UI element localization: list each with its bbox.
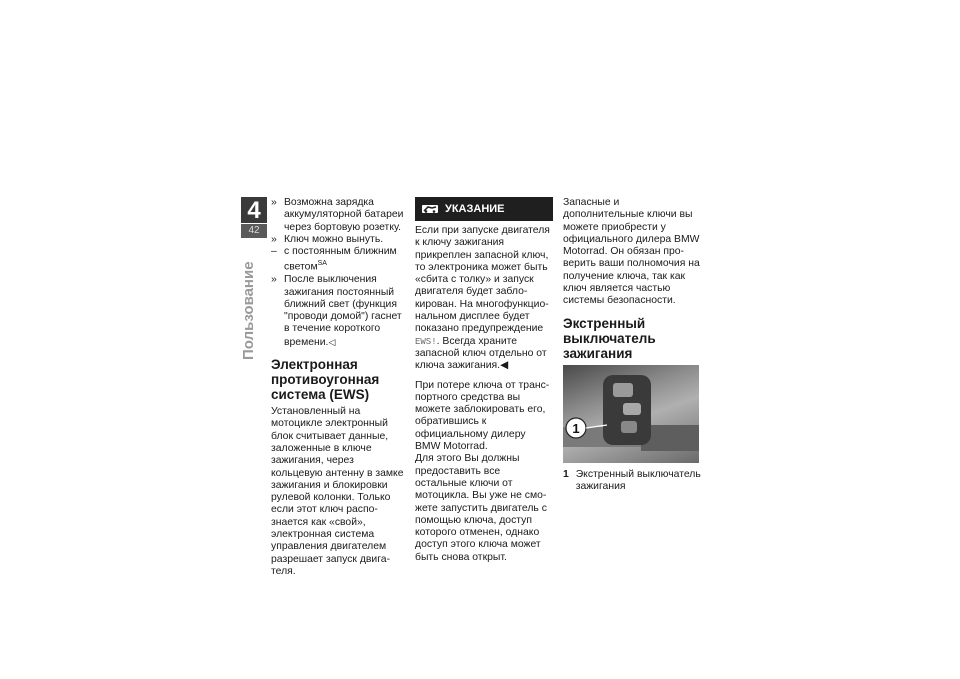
notice-text-after: Всегда храните запасной ключ отдельно от ключа зажигания. xyxy=(415,335,547,372)
list-marker: – xyxy=(271,246,277,258)
caption-text: Экстренный выключатель зажигания xyxy=(575,468,701,492)
paragraph: Запасные и дополнительные ключи вы можете приобрести у официального дилера BMW Motorrad. Он обязан проверить ваши полномочия на получение ключа, так как ключ является частью системы безопасности. xyxy=(563,197,700,307)
paragraph: Для этого Вы должны предоставить все остальные ключи от мотоцикла. Вы уже не сможете запустить двигатель с помощью ключа, доступ которого отменен, однако доступ этого ключа может быть снова открыт. xyxy=(415,453,547,563)
paragraph: Установленный на мотоцикле электронный блок считывает данные, заложенные в ключе зажигания, через кольцевую антенну в замке зажигания и блокировки рулевой колонки. Только если этот ключ распознается как «свой», электронная система управления двигателем разрешает запуск двигателя. xyxy=(271,406,404,577)
kill-switch-photo xyxy=(563,365,699,463)
list-marker: » xyxy=(271,197,277,208)
list-item xyxy=(271,234,407,246)
list-item xyxy=(271,246,407,274)
chapter-number: 4 xyxy=(241,197,267,223)
photo-callout-1: 1 xyxy=(572,420,580,436)
list-item xyxy=(271,274,407,349)
caption-number: 1 xyxy=(563,468,569,480)
notice-label: УКАЗАНИЕ xyxy=(445,202,505,215)
list-item-text: с постоянным ближним светом xyxy=(284,246,397,273)
notice-box xyxy=(415,197,553,221)
notice-text: Если при запуске двигателя к ключу зажигания прикреплен запасной ключ, то электроника может быть «сбита с толку» и запуск двигателя будет заблокирован. На многофункциональном дисплее будет показано предупреждение EWS!. Всегда храните запасной ключ отдельно от ключа зажигания.◀ xyxy=(415,225,550,372)
list-item-text: Ключ можно вынуть. xyxy=(284,233,384,245)
paragraph: При потере ключа от транспортного средства вы можете заблокировать его, обратившись к официальному дилеру BMW Motorrad. xyxy=(415,379,550,453)
list-marker: » xyxy=(271,274,277,286)
list-item-text: После выключения зажигания постоянный ближний свет (функция "проводи домой") гаснет в течение короткого времени. xyxy=(284,274,402,348)
notice-end-icon: ◀ xyxy=(500,360,509,372)
section-heading-kill-switch: Экстренный выключатель зажигания xyxy=(563,315,656,361)
section-end-icon: ◁ xyxy=(328,336,336,347)
chapter-title: Пользование xyxy=(240,261,257,360)
option-mark: SA xyxy=(317,260,327,268)
notice-text-before: Если при запуске двигателя к ключу зажигания прикреплен запасной ключ, то электроника может быть «сбита с толку» и запуск двигателя будет заблокирован. На многофункциональном дисплее будет показано предупреждение xyxy=(415,225,550,335)
motorcycle-notice-icon xyxy=(421,202,439,216)
handlebar-illustration xyxy=(563,365,699,463)
column-2 xyxy=(415,197,553,564)
page-number: 42 xyxy=(241,224,267,238)
column-1 xyxy=(271,197,407,578)
list-item xyxy=(271,197,407,234)
list-item-text: Возможна зарядка аккумуляторной батареи через бортовую розетку. xyxy=(284,197,404,233)
column-3 xyxy=(563,197,701,493)
ews-warning-code: EWS! xyxy=(415,336,437,347)
photo-caption xyxy=(563,469,701,494)
section-heading-ews: Электронная противоугонная система (EWS) xyxy=(271,357,380,403)
list-marker: » xyxy=(271,233,277,245)
